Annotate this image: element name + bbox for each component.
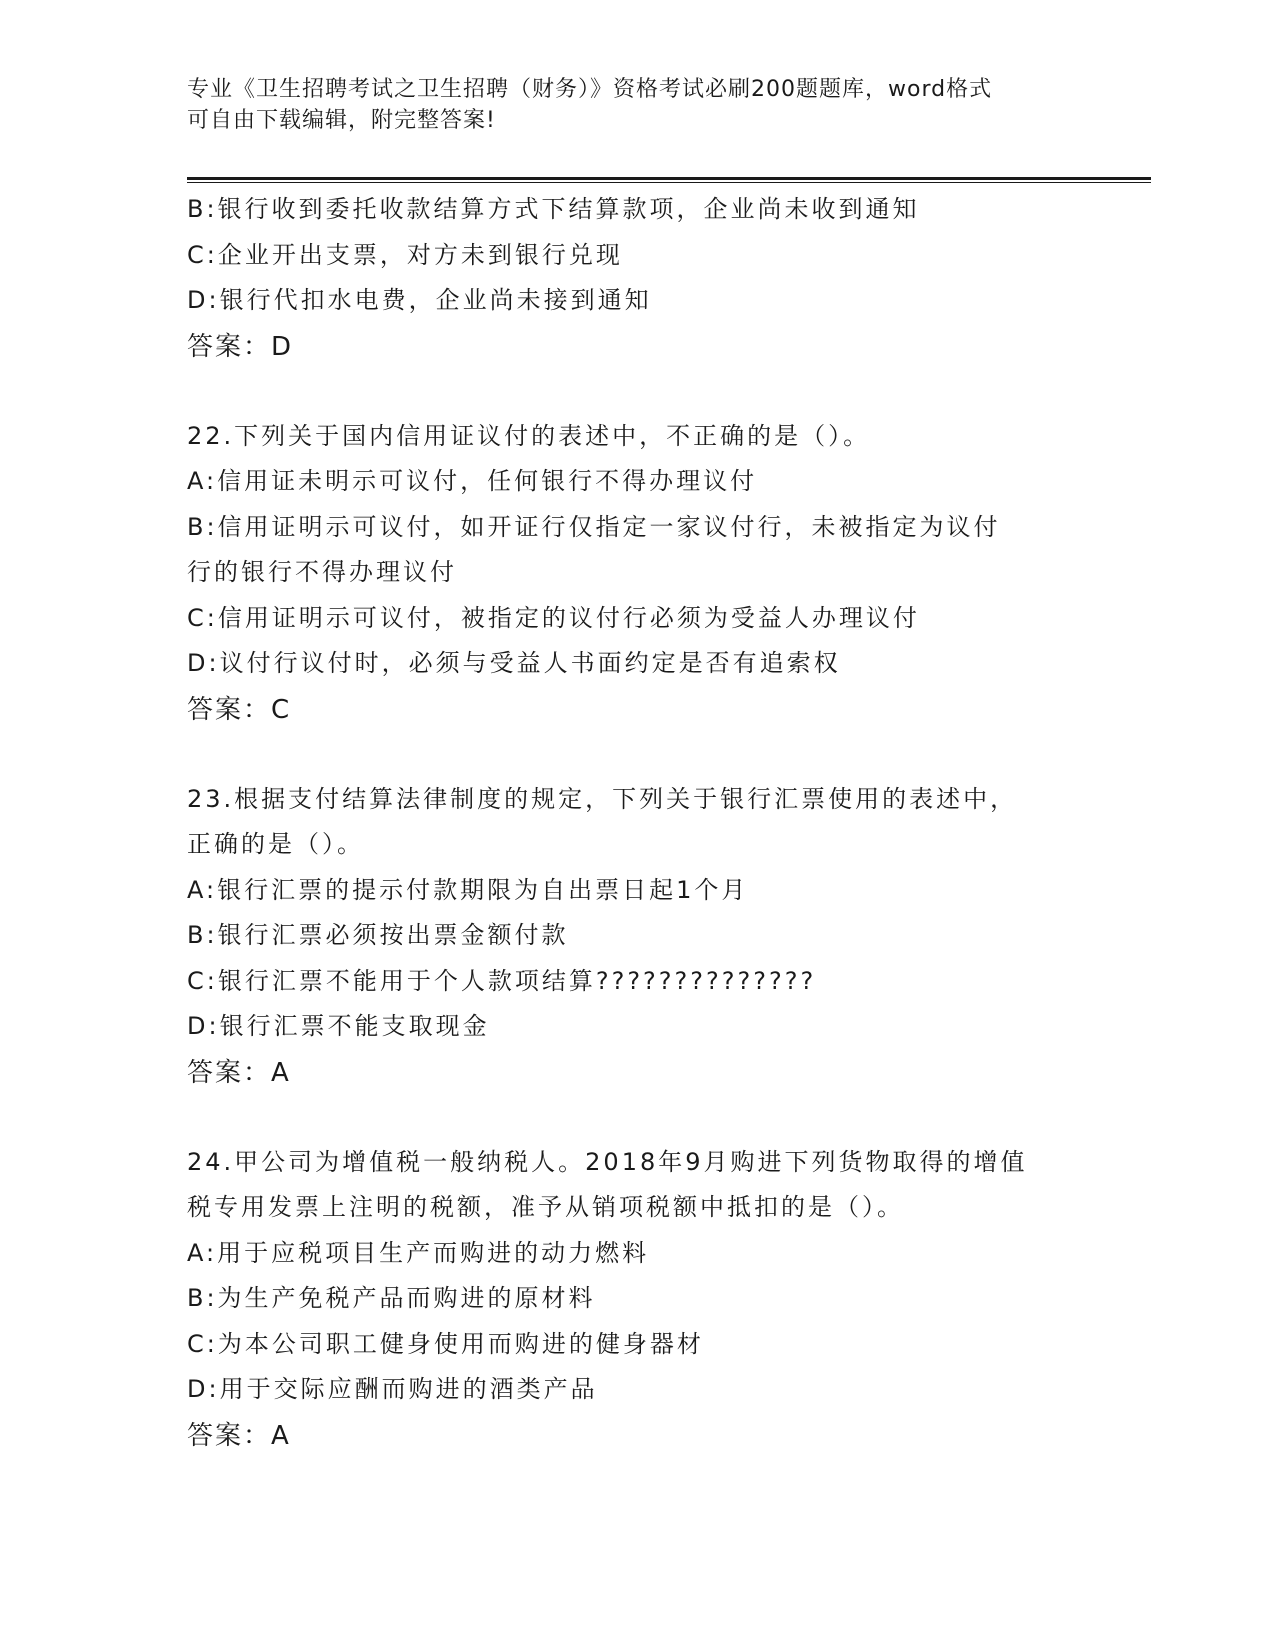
option-d: D:用于交际应酬而购进的酒类产品 (187, 1375, 598, 1403)
option-b: B:银行收到委托收款结算方式下结算款项，企业尚未收到通知 (187, 195, 920, 223)
question-content (187, 187, 1087, 1459)
document-header (187, 74, 1087, 136)
question-22-block (187, 414, 1087, 733)
question-gap (187, 370, 1087, 414)
answer-line: 答案：A (187, 1057, 291, 1088)
option-c: C:为本公司职工健身使用而购进的健身器材 (187, 1329, 704, 1358)
question-21-block (187, 187, 1087, 370)
answer-line: 答案：D (187, 331, 294, 362)
option-a: A:信用证未明示可议付，任何银行不得办理议付 (187, 467, 758, 495)
option-c: C:信用证明示可议付，被指定的议付行必须为受益人办理议付 (187, 603, 920, 632)
question-23-block (187, 777, 1087, 1096)
answer-line: 答案：C (187, 694, 292, 725)
option-c: C:企业开出支票，对方未到银行兑现 (187, 240, 623, 269)
header-line-1: 专业《卫生招聘考试之卫生招聘（财务）》资格考试必刷200题题库，word格式 (187, 77, 993, 102)
option-b: B:信用证明示可议付，如开证行仅指定一家议付行，未被指定为议付 (187, 512, 1001, 541)
option-b-continued: 行的银行不得办理议付 (187, 558, 457, 586)
option-a: A:银行汇票的提示付款期限为自出票日起1个月 (187, 875, 749, 904)
option-b: B:银行汇票必须按出票金额付款 (187, 921, 569, 949)
question-gap (187, 733, 1087, 777)
option-d: D:银行汇票不能支取现金 (187, 1012, 490, 1040)
answer-line: 答案：A (187, 1420, 291, 1451)
question-24-block (187, 1140, 1087, 1459)
option-d: D:银行代扣水电费，企业尚未接到通知 (187, 286, 652, 314)
option-c: C:银行汇票不能用于个人款项结算?????????????? (187, 966, 817, 995)
option-b: B:为生产免税产品而购进的原材料 (187, 1284, 596, 1312)
question-stem: 22.下列关于国内信用证议付的表述中，不正确的是（）。 (187, 421, 871, 450)
question-stem: 24.甲公司为增值税一般纳税人。2018年9月购进下列货物取得的增值 (187, 1147, 1028, 1176)
question-gap (187, 1096, 1087, 1140)
option-a: A:用于应税项目生产而购进的动力燃料 (187, 1238, 650, 1267)
option-d: D:议付行议付时，必须与受益人书面约定是否有追索权 (187, 649, 841, 677)
question-stem-continued: 税专用发票上注明的税额，准予从销项税额中抵扣的是（）。 (187, 1193, 904, 1221)
header-rule-thick (187, 177, 1151, 180)
question-stem: 23.根据支付结算法律制度的规定，下列关于银行汇票使用的表述中， (187, 784, 1018, 813)
header-rule-thin (187, 182, 1151, 183)
header-line-2: 可自由下载编辑，附完整答案! (187, 108, 496, 133)
question-stem-continued: 正确的是（）。 (187, 830, 364, 858)
